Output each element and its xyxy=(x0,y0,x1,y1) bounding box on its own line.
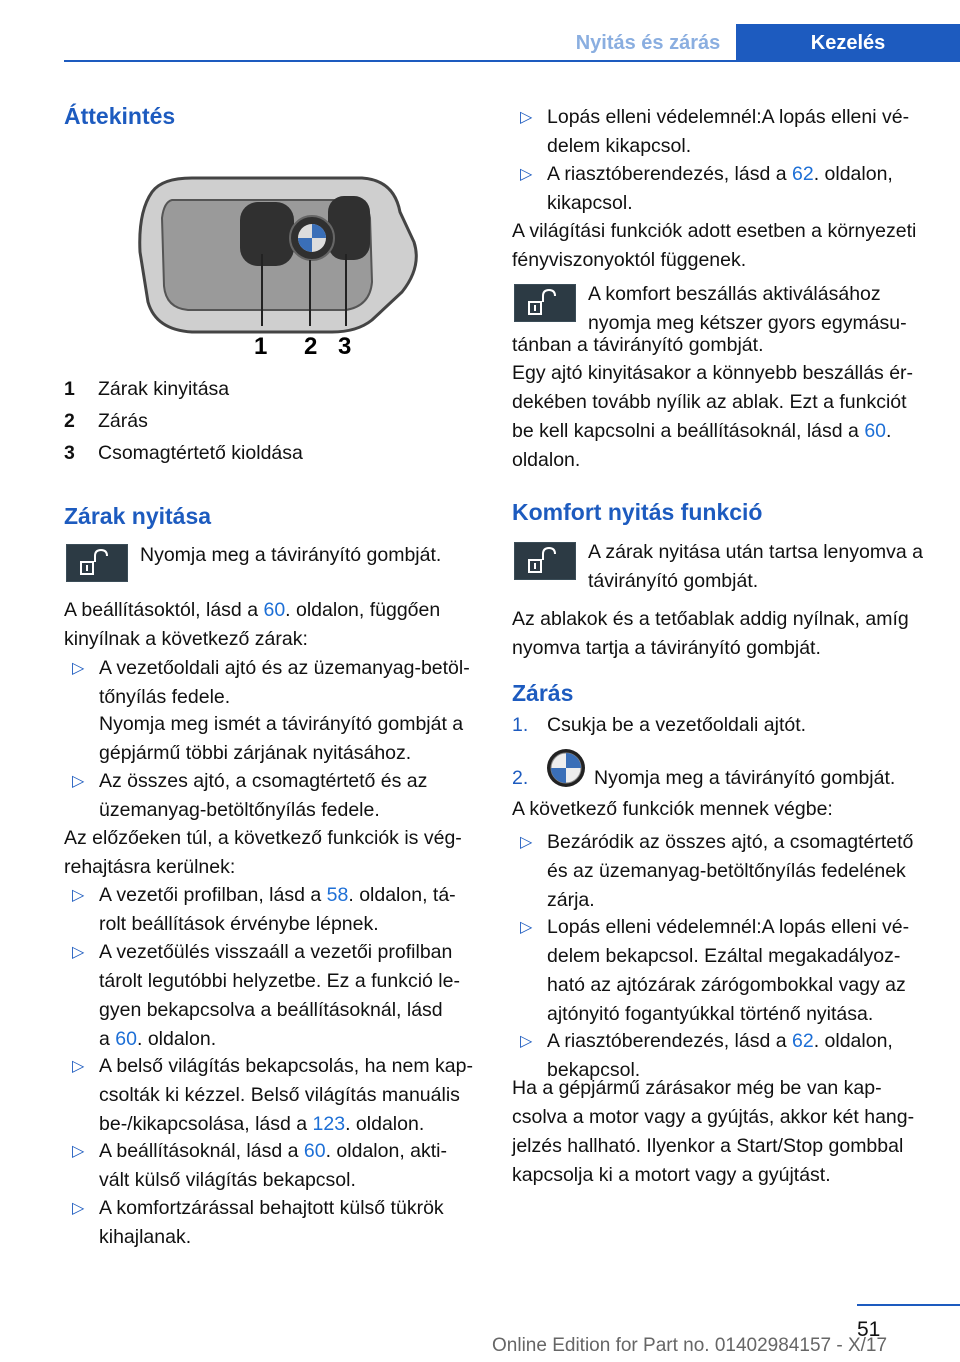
legend-number: 2 xyxy=(64,410,75,432)
page-link-62[interactable]: 62 xyxy=(791,163,814,185)
triangle-bullet-icon: ▷ xyxy=(520,919,533,936)
legend-row xyxy=(64,407,464,439)
triangle-bullet-icon: ▷ xyxy=(520,109,533,126)
legend-text: Zárak kinyitása xyxy=(98,378,230,400)
triangle-bullet-icon: ▷ xyxy=(72,1058,85,1075)
overview-heading: Áttekintés xyxy=(64,103,176,129)
page-link-123[interactable]: 123 xyxy=(312,1113,346,1135)
triangle-bullet-icon: ▷ xyxy=(72,944,85,961)
ignition-paragraph: Ha a gépjármű zárásakor még be van kap‐ csolva a motor vagy a gyújtás, akkor két hang‐ jelzés hallható. Ilyenkor a Start/Stop gombbal kapcsolja ki a motort vagy a gyújtást. xyxy=(512,1077,915,1186)
header-chapter-tab: Kezelés xyxy=(736,24,960,62)
legend-text: Csomagtértető kioldása xyxy=(98,442,303,464)
page-link-60[interactable]: 60 xyxy=(303,1140,326,1162)
step-number: 1. xyxy=(512,714,529,736)
unlock-heading: Zárak nyitása xyxy=(64,503,212,529)
lock-heading: Zárás xyxy=(512,680,574,706)
bmw-button-icon xyxy=(546,748,586,788)
triangle-bullet-icon: ▷ xyxy=(520,834,533,851)
door-paragraph: Egy ajtó kinyitásakor a könnyebb beszállás ér‐ dekében tovább nyílik az ablak. Ezt a funkciót be kell kapcsolni a beállításoknál, lásd a 60. oldalon. xyxy=(512,362,914,471)
triangle-bullet-icon: ▷ xyxy=(72,660,85,677)
header-section-tab: Nyitás és zárás xyxy=(560,24,736,62)
page-link-60[interactable]: 60 xyxy=(115,1028,137,1050)
triangle-bullet-icon: ▷ xyxy=(520,166,533,183)
step-text: Nyomja meg a távirányító gombját. xyxy=(594,767,896,789)
comfort-open-instruction: A zárak nyitása után tartsa lenyomva a távirányító gombját. xyxy=(588,541,923,592)
triangle-bullet-icon: ▷ xyxy=(72,1200,85,1217)
figure-label-1: 1 xyxy=(254,333,268,360)
figure-label-3: 3 xyxy=(338,333,352,360)
settings-paragraph: A beállításoktól, lásd a 60. oldalon, függően kinyílnak a következő zárak: xyxy=(64,599,441,650)
functions-paragraph: Az előzőeken túl, a következő funkciók is vég‐ rehajtásra kerülnek: xyxy=(64,827,462,878)
header-rule xyxy=(64,60,960,62)
figure-label-2: 2 xyxy=(304,333,318,360)
legend-number: 1 xyxy=(64,378,75,400)
trunk-button-shape xyxy=(328,196,370,260)
legend-number: 3 xyxy=(64,442,75,464)
legend-text: Zárás xyxy=(98,410,148,432)
lighting-paragraph: A világítási funkciók adott esetben a környezeti fényviszonyoktól függenek. xyxy=(512,220,917,271)
triangle-bullet-icon: ▷ xyxy=(72,887,85,904)
step-number: 2. xyxy=(512,767,529,789)
page-number-rule xyxy=(857,1304,960,1306)
triangle-bullet-icon: ▷ xyxy=(520,1033,533,1050)
comfort-entry-cont: tánban a távirányító gombját. xyxy=(512,334,764,356)
page-link-62[interactable]: 62 xyxy=(791,1030,814,1052)
unlock-button-shape xyxy=(240,202,294,266)
unlock-key-icon xyxy=(514,284,576,322)
step-text: Csukja be a vezetőoldali ajtót. xyxy=(547,714,807,736)
page-link-60[interactable]: 60 xyxy=(263,599,286,621)
triangle-bullet-icon: ▷ xyxy=(72,1143,85,1160)
key-fob-figure xyxy=(132,172,432,362)
page-number: 51 xyxy=(857,1318,881,1341)
footer-edition: Online Edition for Part no. 01402984157 - X/17 xyxy=(492,1335,888,1356)
windows-paragraph: Az ablakok és a tetőablak addig nyílnak, amíg nyomva tartja a távirányító gombját. xyxy=(512,608,909,659)
step-item xyxy=(512,711,932,741)
bullet-subtext: Nyomja meg ismét a távirányító gombját a gépjármű többi zárjának nyitásához. xyxy=(99,713,464,764)
unlock-key-icon xyxy=(514,542,576,580)
page-link-60[interactable]: 60 xyxy=(864,420,887,442)
step-item xyxy=(512,764,932,794)
unlock-instruction: Nyomja meg a távirányító gombját. xyxy=(140,544,442,566)
comfort-entry-instruction: A komfort beszállás aktiválásához nyomja meg kétszer gyors egymásu‐ xyxy=(588,283,907,334)
follow-paragraph: A következő funkciók mennek végbe: xyxy=(512,798,833,820)
triangle-bullet-icon: ▷ xyxy=(72,773,85,790)
legend-row xyxy=(64,375,464,407)
unlock-key-icon xyxy=(66,544,128,582)
page-link-58[interactable]: 58 xyxy=(326,884,349,906)
legend-row xyxy=(64,439,464,471)
comfort-open-heading: Komfort nyitás funkció xyxy=(512,499,763,525)
